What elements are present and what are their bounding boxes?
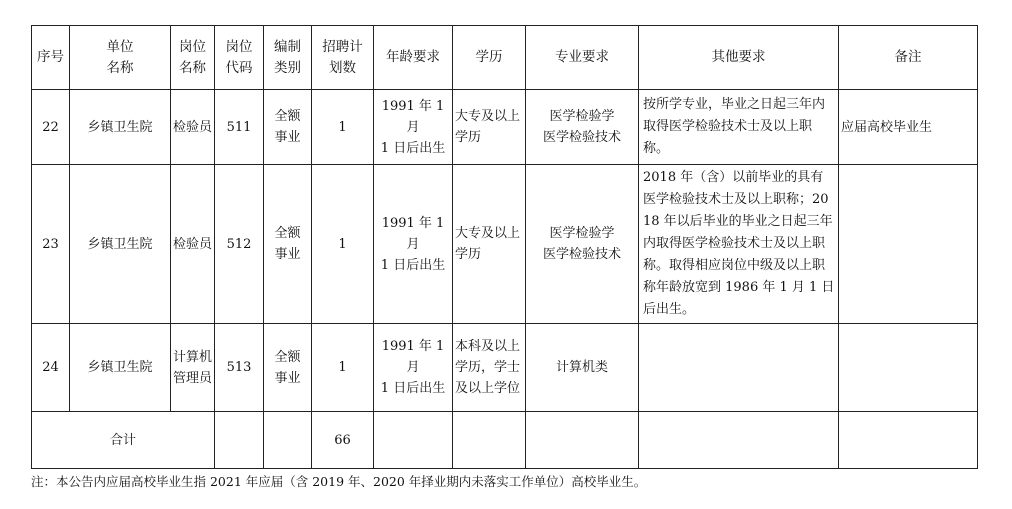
cell-age: 1991 年 1 月 1 日后出生	[374, 165, 453, 324]
cell-major: 医学检验学 医学检验技术	[526, 90, 639, 165]
cell-seq: 24	[32, 324, 70, 412]
cell-remark: 应届高校毕业生	[839, 90, 978, 165]
total-empty-other	[639, 412, 839, 469]
cell-quota: 1	[312, 324, 374, 412]
cell-staff-type: 全额 事业	[264, 165, 312, 324]
cell-post-code: 513	[215, 324, 264, 412]
cell-major: 计算机类	[526, 324, 639, 412]
total-empty-type	[264, 412, 312, 469]
header-seq: 序号	[32, 26, 70, 90]
cell-remark	[839, 165, 978, 324]
total-empty-major	[526, 412, 639, 469]
cell-staff-type: 全额 事业	[264, 90, 312, 165]
cell-quota: 1	[312, 165, 374, 324]
footnote: 注：本公告内应届高校毕业生指 2021 年应届（含 2019 年、2020 年择业期内未落实工作单位）高校毕业生。	[31, 474, 647, 489]
header-other: 其他要求	[639, 26, 839, 90]
cell-major: 医学检验学 医学检验技术	[526, 165, 639, 324]
cell-other: 按所学专业，毕业之日起三年内取得医学检验技术士及以上职称。	[639, 90, 839, 165]
table-row	[32, 165, 978, 324]
cell-seq: 23	[32, 165, 70, 324]
table-row	[32, 90, 978, 165]
cell-education: 本科及以上 学历，学士 及以上学位	[453, 324, 526, 412]
cell-other: 2018 年（含）以前毕业的具有医学检验技术士及以上职称；2018 年以后毕业的毕业之日起三年内取得医学检验技术士及以上职称。取得相应岗位中级及以上职称年龄放宽到 1986 年 1 月 1 日后出生。	[639, 165, 839, 324]
total-row	[32, 412, 978, 469]
total-quota: 66	[312, 412, 374, 469]
cell-seq: 22	[32, 90, 70, 165]
header-major: 专业要求	[526, 26, 639, 90]
cell-education: 大专及以上 学历	[453, 90, 526, 165]
cell-age: 1991 年 1 月 1 日后出生	[374, 90, 453, 165]
cell-unit: 乡镇卫生院	[70, 90, 171, 165]
cell-staff-type: 全额 事业	[264, 324, 312, 412]
header-remark: 备注	[839, 26, 978, 90]
cell-post-name: 计算机 管理员	[171, 324, 215, 412]
table-row	[32, 324, 978, 412]
total-label: 合计	[32, 412, 215, 469]
total-empty-education	[453, 412, 526, 469]
total-empty-code	[215, 412, 264, 469]
cell-unit: 乡镇卫生院	[70, 324, 171, 412]
cell-post-code: 512	[215, 165, 264, 324]
cell-post-code: 511	[215, 90, 264, 165]
cell-quota: 1	[312, 90, 374, 165]
header-age: 年龄要求	[374, 26, 453, 90]
cell-post-name: 检验员	[171, 90, 215, 165]
header-row	[32, 26, 978, 90]
total-empty-age	[374, 412, 453, 469]
cell-unit: 乡镇卫生院	[70, 165, 171, 324]
recruitment-table	[31, 25, 978, 469]
header-unit: 单位 名称	[70, 26, 171, 90]
header-quota: 招聘计 划数	[312, 26, 374, 90]
header-post-name: 岗位 名称	[171, 26, 215, 90]
header-post-code: 岗位 代码	[215, 26, 264, 90]
header-education: 学历	[453, 26, 526, 90]
cell-post-name: 检验员	[171, 165, 215, 324]
cell-remark	[839, 324, 978, 412]
total-empty-remark	[839, 412, 978, 469]
header-staff-type: 编制 类别	[264, 26, 312, 90]
cell-education: 大专及以上 学历	[453, 165, 526, 324]
cell-other	[639, 324, 839, 412]
cell-age: 1991 年 1 月 1 日后出生	[374, 324, 453, 412]
